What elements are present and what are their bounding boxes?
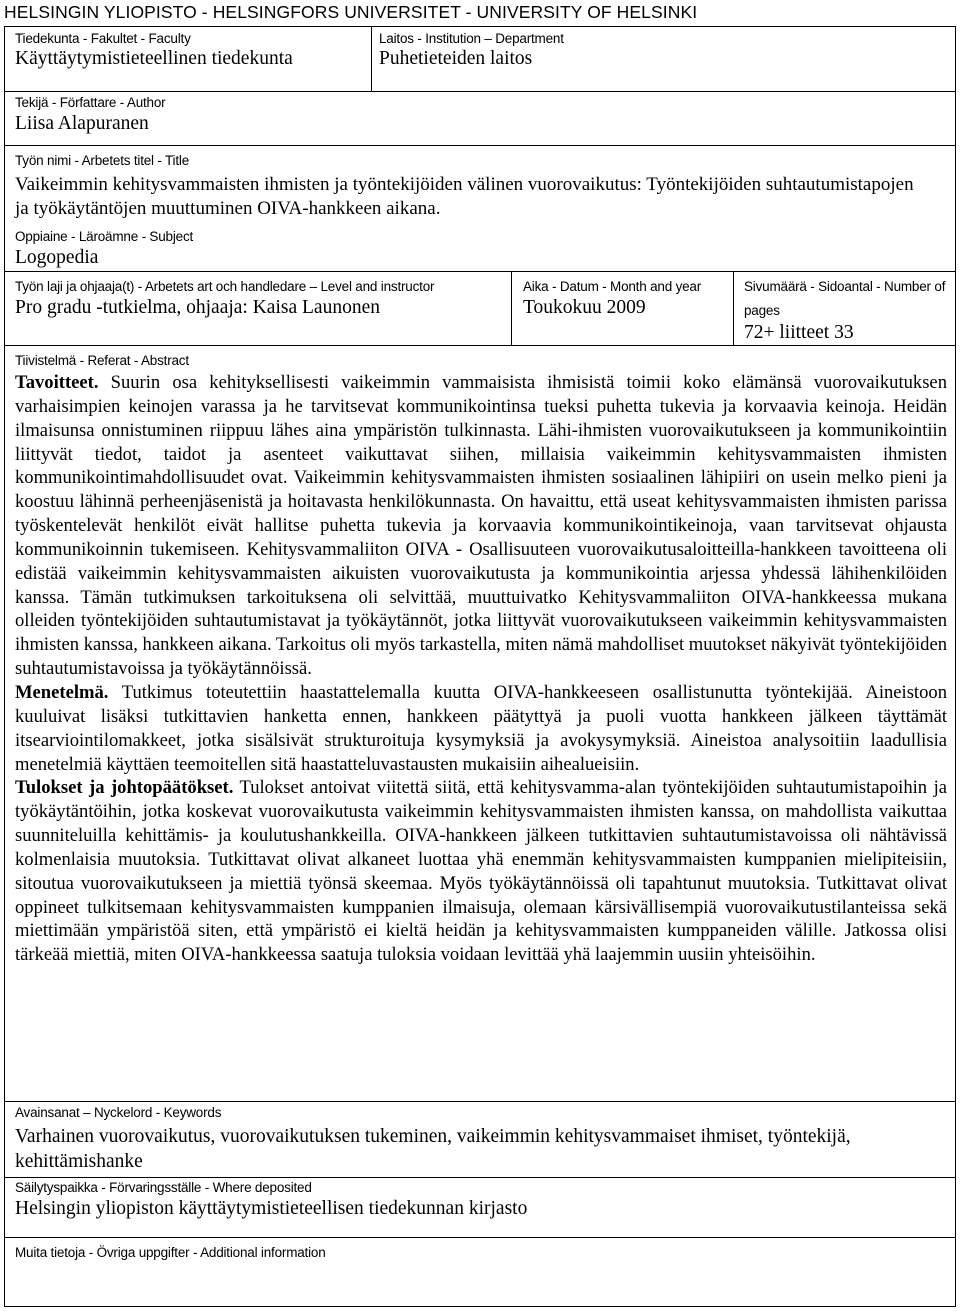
thesis-title: Vaikeimmin kehitysvammaisten ihmisten ja työntekijöiden välinen vuorovaikutus: Työntekijöiden suhtautumistapojen ja työkäytäntöjen muuttuminen OIVA-hankkeen aikana.: [15, 174, 914, 219]
keywords-label: Avainsanat – Nyckelord - Keywords: [15, 1105, 222, 1120]
goals-text: Suurin osa kehityksellisesti vaikeimmin vammaisista ihmisistä toimii koko elämänsä vuorovaikutuksen varhaisimpien keinojen varassa ja he tarvitsevat kommunikointinsa tueksi puhetta tukevia ja korvaavia keinoja. Heidän ilmaisunsa onnistuminen riippuu lähes aina ympäristön tulkinnasta. Lähi-ihmisten vuorovaikutukseen ja kommunikointiin liittyvät tiedot, taidot ja asenteet vaikuttavat siihen, millaisia vaikeimmin kehitysvammaisten ihmisten kommunikointimahdollisuudet ovat. Vaikeimmin kehitysvammaisten ihmisten sosiaalinen lähipiiri on usein melko pieni ja koostuu lähinnä perheenjäsenistä ja hoitavasta henkilökunnasta. On havaittu, että useat kehitysvammaisten ihmisten parissa työskentelevät henkilöt eivät hallitse puhetta tukevia ja korvaavia kommunikointikeinoja, vaan tarvitsevat ohjausta kommunikoinnin tukemiseen. Kehitysvammaliiton OIVA - Osallisuuteen vuorovaikutusaloitteilla-hankkeen tavoitteena oli edistää vaikeimmin kehitysvammaisten aikuisten vuorovaikutusta ja kommunikointia arjessa yhdessä lähihenkilöiden kanssa. Tämän tutkimuksen tarkoituksena oli selvittää, muuttuivatko Kehitysvammaliiton OIVA-hankkeessa mukana olleiden työntekijöiden suhtautumistavat ja työkäytännöt, jotka liittyvät vuorovaikutukseen vaikeimmin kehitysvammaisten ihmisten kanssa, hankkeen aikana. Tarkoitus oli myös tarkastella, miten nämä mahdolliset muutokset näkyivät työntekijöiden suhtautumistavoissa ja työkäytännöissä.: [15, 372, 947, 680]
results-text: Tulokset antoivat viitettä siitä, että kehitysvamma-alan työntekijöiden suhtautumistapoihin ja työkäytäntöihin, jotka koskevat vuorovaikutusta vaikeimmin kehitysvammaisten ihmisten kanssa, on mahdollista vaikuttaa suunniteluilla kehittämis- ja koulutushankkeilla. OIVA-hankkeen jälkeen tutkittavien suhtautumistavoissa oli nähtävissä kolmenlaisia muutoksia. Tutkittavat olivat alkaneet luottaa yhä enemmän kehitysvammaisten kumppanien mielipiteisiin, sitoutua vuorovaikutukseen ja miettiä työnsä skeemaa. Myös työkäytännöissä oli tapahtunut muutoksia. Tutkittavat olivat oppineet tulkitsemaan kehitysvammaisten kumppanien ilmaisuja, olemaan kärsivällisempiä vuorovaikutustilanteissa sekä miettimään ympäristöä siten, että ympäristö ei kieltä heidän ja kehitysvammaisten kumppaneiden välille. Jatkossa olisi tärkeää miettiä, miten OIVA-hankkeessa saatuja tuloksia voidaan levittää yhä laajemmin uusiin yhteisöihin.: [15, 777, 947, 966]
divider: [5, 1237, 955, 1238]
divider: [5, 1177, 955, 1178]
abstract-results-paragraph: [15, 776, 947, 967]
faculty-label: Tiedekunta - Fakultet - Faculty: [15, 31, 191, 46]
pages-value: 72+ liitteet 33: [744, 322, 854, 343]
date-label: Aika - Datum - Month and year: [523, 279, 702, 294]
deposited-value: Helsingin yliopiston käyttäytymistieteellisen tiedekunnan kirjasto: [15, 1198, 528, 1219]
department-label: Laitos - Institution – Department: [379, 31, 564, 46]
author-label: Tekijä - Författare - Author: [15, 95, 166, 110]
date-value: Toukokuu 2009: [523, 297, 646, 318]
abstract-body: [15, 371, 947, 967]
abstract-methods-paragraph: [15, 681, 947, 776]
author-value: Liisa Alapuranen: [15, 113, 149, 134]
methods-text: Tutkimus toteutettiin haastattelemalla kuutta OIVA-hankkeeseen osallistunutta työntekijää. Aineistoon kuuluivat lisäksi tutkittavien hanketta ennen, hankkeen päätyttyä ja puoli vuotta hankkeen jälkeen täyttämät itsearviointilomakkeet, jotka sisälsivät strukturoituja kysymyksiä ja avokysymyksiä. Aineistoa analysoitiin laadullisia menetelmiä käyttäen teemoitellen sitä haastatteluvastausten mukaisiin aihealueisiin.: [15, 681, 947, 775]
pages-label: Sivumäärä - Sidoantal - Number of: [744, 279, 946, 294]
column-divider: [511, 271, 512, 345]
divider: [5, 91, 955, 92]
divider: [5, 1101, 955, 1102]
goals-heading: Tavoitteet.: [15, 372, 99, 393]
keywords-value: Varhainen vuorovaikutus, vuorovaikutuksen tukeminen, vaikeimmin kehitysvammaiset ihmiset, työntekijä, kehittämishanke: [15, 1126, 851, 1172]
divider: [5, 271, 955, 272]
subject-value: Logopedia: [15, 247, 99, 268]
abstract-label: Tiivistelmä - Referat - Abstract: [15, 353, 189, 368]
faculty-value: Käyttäytymistieteellinen tiedekunta: [15, 48, 293, 69]
university-header: HELSINGIN YLIOPISTO - HELSINGFORS UNIVERSITET - UNIVERSITY OF HELSINKI: [4, 2, 698, 22]
level-label: Työn laji ja ohjaaja(t) - Arbetets art och handledare – Level and instructor: [15, 279, 435, 294]
results-heading: Tulokset ja johtopäätökset.: [15, 777, 234, 799]
methods-heading: Menetelmä.: [15, 681, 109, 703]
column-divider: [733, 271, 734, 345]
department-value: Puhetieteiden laitos: [379, 48, 533, 69]
subject-label: Oppiaine - Läroämne - Subject: [15, 229, 194, 244]
divider: [5, 345, 955, 346]
title-label: Työn nimi - Arbetets titel - Title: [15, 153, 190, 168]
column-divider: [371, 27, 372, 91]
abstract-form: [4, 26, 956, 1307]
abstract-goals-paragraph: [15, 371, 947, 681]
level-value: Pro gradu -tutkielma, ohjaaja: Kaisa Launonen: [15, 297, 380, 318]
divider: [5, 145, 955, 146]
additional-label: Muita tietoja - Övriga uppgifter - Additional information: [15, 1245, 326, 1260]
pages-label-continued: pages: [744, 303, 780, 318]
deposited-label: Säilytyspaikka - Förvaringsställe - Where deposited: [15, 1180, 312, 1195]
